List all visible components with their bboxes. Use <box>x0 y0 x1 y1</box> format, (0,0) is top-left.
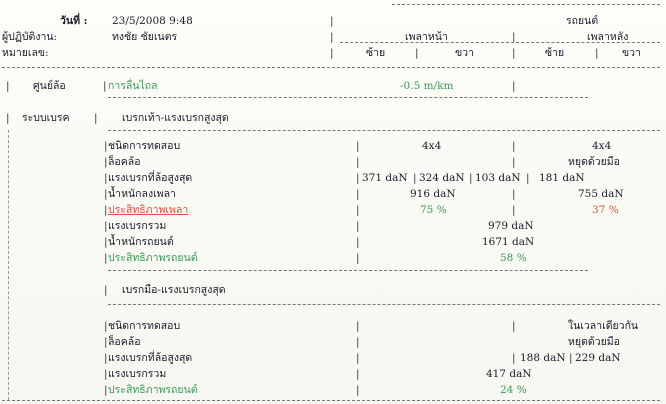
separator: | <box>356 204 360 216</box>
front-right-header: ขวา <box>455 47 474 59</box>
separator: | <box>330 31 334 43</box>
separator: | <box>104 172 108 184</box>
car-column-header: รถยนต์ <box>566 15 599 27</box>
separator: | <box>356 156 360 168</box>
separator: | <box>356 252 360 264</box>
rear-left-brake-force: 103 daN <box>475 172 521 184</box>
date-label: วันที่ : <box>60 15 88 27</box>
separator: | <box>104 236 108 248</box>
parking-brake-title: เบรกมือ-แรงเบรกสูงสุด <box>122 284 226 296</box>
separator: | <box>104 188 108 200</box>
pb-rear-left-brake-force: 188 daN <box>520 352 566 364</box>
separator: | <box>104 156 108 168</box>
separator: | <box>104 352 108 364</box>
row-label-axle-weight: น้ำหนักลงเพลา <box>108 188 176 200</box>
separator: | <box>512 188 516 200</box>
row-label-total-brake-force: แรงเบรกรวม <box>108 220 167 232</box>
date-value: 23/5/2008 9:48 <box>112 15 193 27</box>
pb-rear-right-brake-force: 229 daN <box>575 352 621 364</box>
front-axle-header: เพลาหน้า <box>405 31 448 43</box>
operator-value: ทงชัย ชัยเนตร <box>112 31 178 43</box>
separator: | <box>413 172 417 184</box>
separator: | <box>104 252 108 264</box>
separator: | <box>330 47 334 59</box>
separator: | <box>104 140 108 152</box>
separator: | <box>356 384 360 396</box>
separator: | <box>512 47 516 59</box>
sideslip-bottom-rule <box>108 97 588 98</box>
separator: | <box>356 336 360 348</box>
pb-row-label-test-type: ชนิดการทดสอบ <box>108 320 181 332</box>
service-brake-top-rule <box>108 130 660 131</box>
brake-system-label: ระบบเบรค <box>22 112 70 124</box>
front-axle-efficiency: 75 % <box>420 204 447 216</box>
sideslip-value: -0.5 m/km <box>400 80 454 92</box>
separator: | <box>6 112 10 124</box>
separator: | <box>356 368 360 380</box>
front-left-brake-force: 371 daN <box>362 172 408 184</box>
separator: | <box>512 156 516 168</box>
rear-right-header: ขวา <box>622 47 641 59</box>
separator: | <box>512 352 516 364</box>
pb-row-label-wheel-lock: ล็อคล้อ <box>108 336 141 348</box>
rear-right-brake-force: 181 daN <box>539 172 585 184</box>
row-label-max-brake-force: แรงเบรกที่ล้อสูงสุด <box>108 172 193 184</box>
front-axle-weight: 916 daN <box>410 188 456 200</box>
pb-row-label-total-brake-force: แรงเบรกรวม <box>108 368 167 380</box>
separator: | <box>103 80 107 92</box>
vehicle-weight-value: 1671 daN <box>482 236 535 248</box>
separator: | <box>104 284 108 296</box>
separator: | <box>512 320 516 332</box>
header-sub-rule <box>340 42 660 43</box>
separator: | <box>526 172 530 184</box>
vehicle-efficiency-value: 58 % <box>500 252 527 264</box>
sideslip-test-name: การลื่นไถล <box>108 80 158 92</box>
service-brake-title: เบรกเท้า-แรงเบรกสูงสุด <box>122 112 229 124</box>
separator: | <box>6 80 10 92</box>
rear-axle-header: เพลาหลัง <box>587 31 629 43</box>
pb-rear-wheel-lock-value: หยุดด้วยมือ <box>568 336 620 348</box>
separator: | <box>595 47 599 59</box>
service-brake-bottom-rule <box>108 270 588 271</box>
pb-row-label-max-brake-force: แรงเบรกที่ล้อสูงสุด <box>108 352 193 364</box>
separator: | <box>104 384 108 396</box>
separator: | <box>104 368 108 380</box>
separator: | <box>104 204 108 216</box>
separator: | <box>512 31 516 43</box>
separator: | <box>512 140 516 152</box>
front-right-brake-force: 324 daN <box>419 172 465 184</box>
header-top-rule <box>392 4 660 5</box>
separator: | <box>356 320 360 332</box>
row-label-axle-efficiency: ประสิทธิภาพเพลา <box>108 204 189 216</box>
separator: | <box>356 352 360 364</box>
front-left-header: ซ้าย <box>366 47 386 59</box>
separator: | <box>569 352 573 364</box>
parking-brake-top-rule <box>108 304 660 305</box>
page-bottom-rule <box>2 400 660 401</box>
separator: | <box>512 204 516 216</box>
rear-wheel-lock-value: หยุดด้วยมือ <box>568 156 620 168</box>
separator: | <box>356 188 360 200</box>
separator: | <box>469 172 473 184</box>
rear-axle-efficiency: 37 % <box>592 204 619 216</box>
separator: | <box>356 140 360 152</box>
separator: | <box>104 220 108 232</box>
separator: | <box>512 80 516 92</box>
pb-row-label-vehicle-efficiency: ประสิทธิภาพรถยนต์ <box>108 384 198 396</box>
total-brake-force-value: 979 daN <box>488 220 534 232</box>
separator: | <box>104 336 108 348</box>
vehicle-id-label: หมายเลข: <box>2 47 49 59</box>
separator: | <box>356 172 360 184</box>
rear-left-header: ซ้าย <box>545 47 565 59</box>
pb-vehicle-efficiency-value: 24 % <box>500 384 527 396</box>
header-bottom-rule <box>2 67 660 68</box>
pb-total-brake-force-value: 417 daN <box>486 368 532 380</box>
separator: | <box>330 15 334 27</box>
row-label-vehicle-efficiency: ประสิทธิภาพรถยนต์ <box>108 252 198 264</box>
separator: | <box>104 320 108 332</box>
separator: | <box>94 112 98 124</box>
separator: | <box>356 236 360 248</box>
sideslip-label: ศูนย์ล้อ <box>33 80 66 92</box>
row-label-wheel-lock: ล็อคล้อ <box>108 156 141 168</box>
separator: | <box>356 220 360 232</box>
row-label-test-type: ชนิดการทดสอบ <box>108 140 181 152</box>
left-column-rule <box>8 130 9 400</box>
row-label-vehicle-weight: น้ำหนักรถยนต์ <box>108 236 174 248</box>
pb-rear-test-type-value: ในเวลาเดียวกัน <box>568 320 639 332</box>
rear-axle-weight: 755 daN <box>578 188 624 200</box>
separator: | <box>415 47 419 59</box>
operator-label: ผู้ปฏิบัติงาน: <box>2 31 58 43</box>
front-test-type-value: 4x4 <box>422 140 442 152</box>
rear-test-type-value: 4x4 <box>592 140 612 152</box>
